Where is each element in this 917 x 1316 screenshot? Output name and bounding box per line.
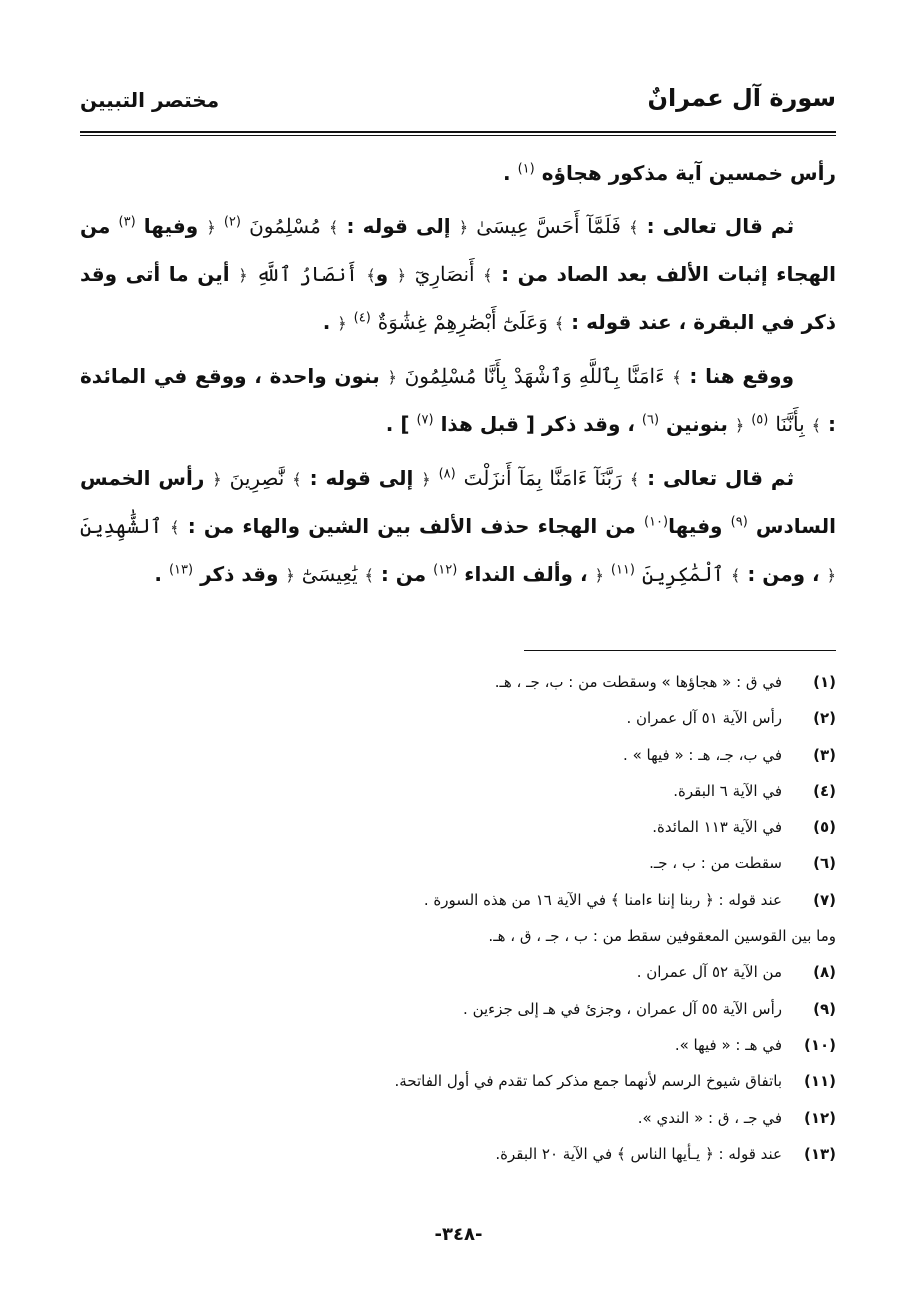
ornate-bracket-close-icon: ﴿ [594,566,604,585]
page-header [80,84,836,124]
text: ثم قال تعالى : [646,214,795,238]
ornate-bracket-open-icon: ﴾ [730,566,741,585]
footnote-text: في ب، جـ، هـ : « فيها » . [623,745,782,764]
footnote-number: (١٣) [803,1144,836,1163]
footnote-number: (١) [813,673,836,691]
ornate-bracket-close-icon: ﴿ [458,218,469,237]
ornate-bracket-close-icon: ﴿ [826,566,836,585]
footnote-text: عند قوله : ﴿ يـأيها الناس ﴾ في الآية ٢٠ البقرة. [495,1144,782,1163]
text: . [503,161,511,185]
quran-quote: نَّٰصِرِينَ [229,466,285,490]
footnote-text: وما بين القوسين المعقوفين سقط من : ب ، جـ ، ق ، هـ. [488,927,836,946]
footnote-number: (٩) [813,999,836,1018]
footnote-ref: (١١) [610,562,635,578]
footnote-ref: (٩) [730,514,748,530]
footnote-text: من الآية ٥٢ آل عمران . [636,963,782,982]
footnote-item [80,991,836,1027]
ornate-bracket-close-icon: ﴿ [285,566,295,585]
footnote-item [80,1136,836,1172]
footnote-continuation [80,918,836,954]
ornate-bracket-close-icon: ﴿ [396,266,407,285]
footnote-item [80,954,836,990]
footnote-text: في الآية ١١٣ المائدة. [652,818,782,837]
text: وفيها [668,514,723,538]
quran-quote: فَلَمَّآ أَحَسَّ عِيسَىٰ [476,214,621,238]
quran-quote: أَنصَارُ ٱللَّهِ [256,262,358,286]
text: ووقع هنا : [689,364,794,388]
footnote-number: (٥) [813,818,836,837]
footnote-item [80,1100,836,1136]
paragraph-2 [80,203,836,347]
text: إلى قوله : [309,466,414,490]
footnote-item [80,664,836,700]
footnote-number: (٨) [813,963,836,982]
footnote-ref: (١٣) [168,562,194,578]
footnotes [80,664,836,1172]
ornate-bracket-close-icon: ﴿ [387,368,397,387]
footnote-ref: (٢) [223,214,241,230]
quran-quote: مُسْلِمُونَ [249,214,321,238]
ornate-bracket-close-icon: ﴿ [734,416,745,435]
paragraph-4 [80,455,836,599]
quran-quote: بِأَنَّنَا [775,412,805,436]
text: وقد ذكر [200,562,279,586]
text: من : [380,562,427,586]
footnote-item [80,773,836,809]
text: من الهجاء إثبات الألف بعد الصاد من : [80,214,836,286]
text: بنون واحدة ، ووقع في المائدة : [80,364,836,436]
ornate-bracket-close-icon: ﴿ [206,218,216,237]
paragraph-1 [80,150,836,197]
paragraph-3 [80,353,836,449]
quran-quote: ٱلشَّٰهِدِينَ [80,514,163,538]
quran-quote: يَٰعِيسَىٰٓ [301,562,358,586]
ornate-bracket-open-icon: ﴾ [366,266,376,285]
main-text [80,150,836,605]
footnote-number: (٧) [813,890,836,909]
ornate-bracket-open-icon: ﴾ [328,218,339,237]
text: من الهجاء حذف الألف بين الشين والهاء من : [187,514,636,538]
footnote-text: سقطت من : ب ، جـ. [649,854,782,873]
text: ، ومن : [747,562,820,586]
text: أين ما أتى وقد ذكر في البقرة ، عند قوله : [80,262,836,334]
footnote-divider [524,650,836,651]
text: وفيها [143,214,199,238]
quran-quote: وَعَلَىٰٓ أَبْصَٰرِهِمْ غِشَٰوَةٌ [377,310,548,334]
text: إلى قوله : [346,214,451,238]
text: . [154,562,162,586]
footnote-number: (١٢) [803,1108,836,1127]
footnote-number: (١١) [803,1072,836,1091]
book-title: مختصر التبيين [80,88,220,112]
footnote-ref: (٥) [751,412,769,428]
footnote-item [80,737,836,773]
quran-quote: رَبَّنَآ ءَامَنَّا بِمَآ أَنزَلْتَ [463,466,622,490]
footnote-ref: (٨) [438,466,456,482]
quran-quote: ٱلْمَٰكِرِينَ [641,562,724,586]
footnote-text: في الآية ٦ البقرة. [673,781,782,800]
footnote-ref: (٣) [118,214,136,230]
text: رأس خمسين آية مذكور هجاؤه [541,161,836,185]
text: ثم قال تعالى : [647,466,795,490]
footnote-ref: (١٠) [643,514,669,530]
quran-quote: ءَامَنَّا بِٱللَّهِ وَٱشْهَدْ بِأَنَّا مُسْلِمُونَ [404,364,665,388]
footnote-item [80,809,836,845]
ornate-bracket-open-icon: ﴾ [672,368,682,387]
ornate-bracket-close-icon: ﴿ [337,314,347,333]
ornate-bracket-open-icon: ﴾ [629,218,639,237]
ornate-bracket-open-icon: ﴾ [364,566,374,585]
footnote-ref: (٧) [416,412,434,428]
text: . [322,310,331,334]
footnote-text: في ق : « هجاؤها » وسقطت من : ب، جـ ، هـ. [494,673,782,691]
footnote-ref: (٤) [353,310,371,326]
text: ، وقد ذكر [ قبل هذا [440,412,635,436]
footnote-item [80,845,836,881]
footnote-item [80,1027,836,1063]
footnote-text: رأس الآية ٥٥ آل عمران ، وجزئ في هـ إلى جزءين . [463,999,782,1018]
footnote-ref: (٦) [641,412,660,428]
ornate-bracket-open-icon: ﴾ [629,470,640,489]
footnote-number: (٤) [813,781,836,800]
ornate-bracket-open-icon: ﴾ [554,314,565,333]
ornate-bracket-open-icon: ﴾ [483,266,493,285]
text: ] . [385,412,410,436]
footnote-number: (١٠) [803,1035,836,1054]
footnote-text: في جـ ، ق : « الندي ». [637,1108,782,1127]
ornate-bracket-close-icon: ﴿ [421,470,431,489]
quran-quote: أَنصَارِيٓ [414,262,475,286]
text: و [375,262,389,286]
text: ، وألف النداء [464,562,588,586]
header-divider [80,131,836,136]
footnote-text: رأس الآية ٥١ آل عمران . [626,709,782,728]
page-number: -٣٤٨- [434,1224,483,1245]
footnote-item [80,1063,836,1099]
footnote-number: (٢) [813,709,836,728]
text: بنونين [666,412,728,436]
footnote-text: في هـ : « فيها ». [674,1035,782,1054]
footnote-text: عند قوله : ﴿ ربنا إننا ءامنا ﴾ في الآية ١٦ من هذه السورة . [423,890,782,909]
text: رأس الخمس السادس [80,466,836,538]
footnote-ref: (١) [517,161,535,177]
footnote-item [80,700,836,736]
ornate-bracket-close-icon: ﴿ [212,470,222,489]
ornate-bracket-open-icon: ﴾ [811,416,822,435]
footnote-text: باتفاق شيوخ الرسم لأنهما جمع مذكر كما تقدم في أول الفاتحة. [394,1072,782,1091]
footnote-number: (٣) [813,745,836,764]
footnote-number: (٦) [813,854,836,873]
footnote-ref: (١٢) [433,562,458,578]
ornate-bracket-close-icon: ﴿ [238,266,248,285]
surah-title: سورة آل عمرانٌ [647,84,836,112]
ornate-bracket-open-icon: ﴾ [170,518,180,537]
ornate-bracket-open-icon: ﴾ [292,470,302,489]
footnote-item [80,882,836,918]
